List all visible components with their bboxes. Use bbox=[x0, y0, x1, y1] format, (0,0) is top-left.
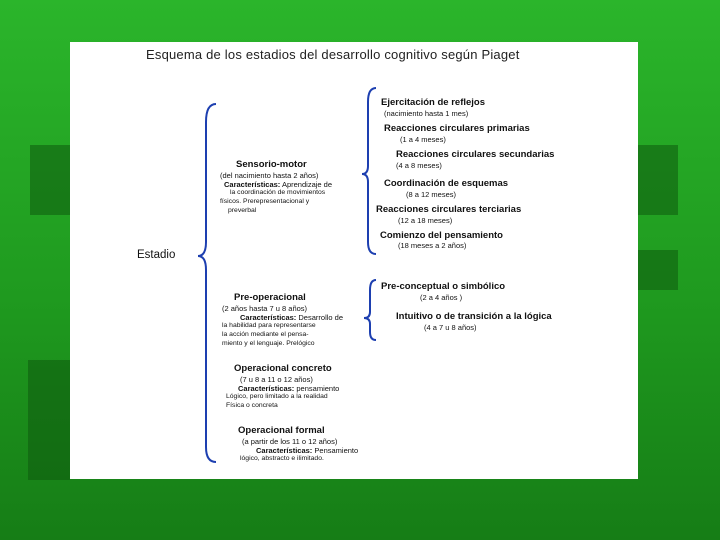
substage-age: (4 a 8 meses) bbox=[396, 161, 442, 170]
substage-age: (nacimiento hasta 1 mes) bbox=[384, 109, 469, 118]
characteristics-label: Características: bbox=[224, 180, 281, 189]
stage-age: (del nacimiento hasta 2 años) bbox=[220, 171, 319, 180]
characteristics-line: Lógico, pero limitado a la realidad bbox=[226, 393, 328, 400]
stage-age: (2 años hasta 7 u 8 años) bbox=[222, 304, 308, 313]
main-brace bbox=[198, 104, 216, 462]
substage-name: Intuitivo o de transición a la lógica bbox=[396, 311, 552, 322]
substage-age: (18 meses a 2 años) bbox=[398, 241, 467, 250]
background-bar bbox=[28, 360, 70, 480]
substage-name: Reacciones circulares terciarias bbox=[376, 204, 522, 215]
substage-name: Reacciones circulares primarias bbox=[384, 123, 530, 134]
diagram-panel bbox=[70, 42, 638, 479]
diagram-title: Esquema de los estadios del desarrollo cognitivo según Piaget bbox=[146, 47, 520, 62]
substage-name: Coordinación de esquemas bbox=[384, 178, 509, 189]
root-label: Estadio bbox=[137, 249, 176, 261]
substage-name: Comienzo del pensamiento bbox=[380, 230, 503, 241]
substage-age: (2 a 4 años ) bbox=[420, 293, 463, 302]
substage-name: Ejercitación de reflejos bbox=[381, 97, 486, 108]
stage-name: Sensorio-motor bbox=[236, 159, 307, 170]
characteristics-line: lógico, abstracto e ilimitado. bbox=[240, 455, 324, 462]
characteristics-label: Características: bbox=[240, 313, 297, 322]
characteristics-line: físicos. Prerepresentacional y bbox=[220, 198, 310, 205]
substage-name: Reacciones circulares secundarias bbox=[396, 149, 555, 160]
characteristics-text: Desarrollo de bbox=[298, 313, 343, 322]
stage-name: Pre-operacional bbox=[234, 292, 306, 303]
characteristics-line: preverbal bbox=[228, 207, 257, 214]
substage-age: (12 a 18 meses) bbox=[398, 216, 453, 225]
characteristics-line: la habilidad para representarse bbox=[222, 322, 316, 329]
stage-name: Operacional concreto bbox=[234, 363, 332, 374]
characteristics-line: la acción mediante el pensa- bbox=[222, 331, 309, 338]
substage-age: (1 a 4 meses) bbox=[400, 135, 446, 144]
substage-age: (8 a 12 meses) bbox=[406, 190, 457, 199]
substage-name: Pre-conceptual o simbólico bbox=[381, 281, 506, 292]
characteristics-text: pensamiento bbox=[296, 384, 340, 393]
characteristics-line: Física o concreta bbox=[226, 402, 278, 409]
characteristics-label: Características: bbox=[238, 384, 295, 393]
characteristics-text: Aprendizaje de bbox=[281, 180, 333, 189]
substage-age: (4 a 7 u 8 años) bbox=[424, 323, 477, 332]
sensorio-brace bbox=[362, 88, 376, 254]
characteristics-line: la coordinación de movimientos bbox=[230, 189, 326, 196]
characteristics-text: Pensamiento bbox=[314, 446, 359, 455]
preop-brace bbox=[364, 280, 376, 340]
stage-age: (7 u 8 a 11 o 12 años) bbox=[240, 375, 313, 384]
background-bar bbox=[638, 145, 678, 215]
characteristics-label: Características: bbox=[256, 446, 313, 455]
characteristics-line: miento y el lenguaje. Prelógico bbox=[222, 340, 315, 347]
background-bar bbox=[638, 250, 678, 290]
background-bar bbox=[30, 145, 70, 215]
stage-name: Operacional formal bbox=[238, 425, 325, 436]
stage-age: (a partir de los 11 o 12 años) bbox=[242, 437, 338, 446]
